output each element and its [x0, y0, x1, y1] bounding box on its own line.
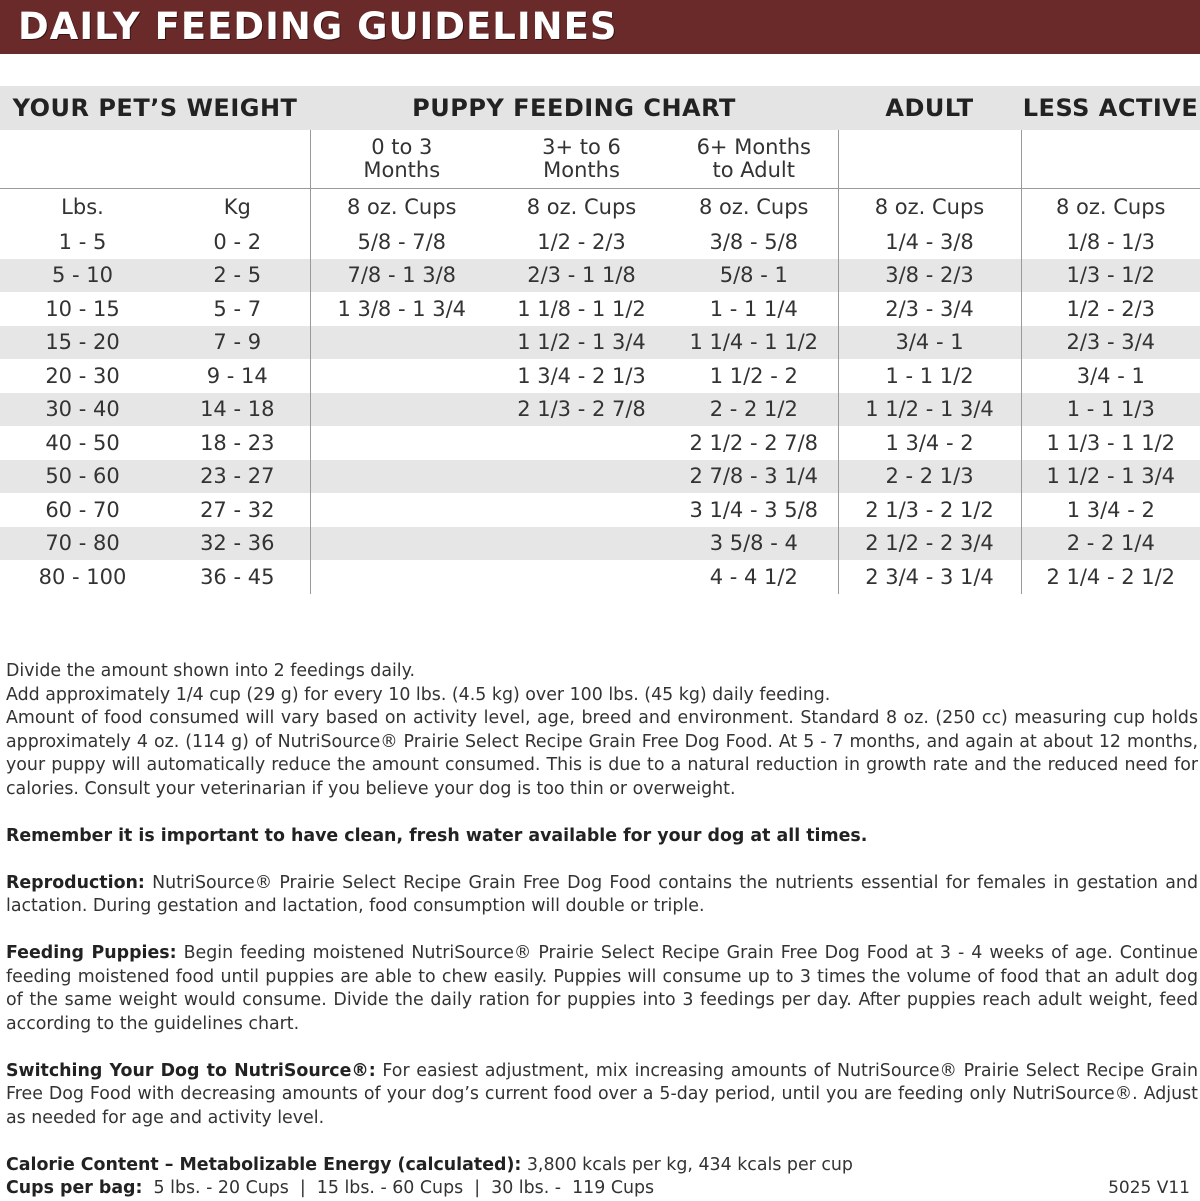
table-cell: 80 - 100 — [0, 560, 165, 594]
table-cell: 60 - 70 — [0, 493, 165, 527]
note-calorie: Calorie Content – Metabolizable Energy (calculated): 3,800 kcals per kg, 434 kcals per cup — [6, 1154, 853, 1175]
unit-header: 8 oz. Cups — [670, 189, 838, 226]
table-cell — [310, 493, 493, 527]
table-cell: 1/4 - 3/8 — [838, 225, 1021, 259]
table-cell — [310, 359, 493, 393]
table-cell — [493, 560, 670, 594]
table-cell: 1 3/4 - 2 — [838, 426, 1021, 460]
table-cell: 5/8 - 1 — [670, 259, 838, 293]
table-cell: 5 - 7 — [165, 292, 310, 326]
table-row — [0, 259, 1200, 293]
table-cell: 3/8 - 5/8 — [670, 225, 838, 259]
table-cell: 4 - 4 1/2 — [670, 560, 838, 594]
age-header-row — [0, 130, 1200, 189]
note-remember: Remember it is important to have clean, fresh water available for your dog at all times. — [6, 825, 868, 846]
page-title: DAILY FEEDING GUIDELINES — [18, 5, 618, 48]
table-cell: 23 - 27 — [165, 460, 310, 494]
table-cell: 3 1/4 - 3 5/8 — [670, 493, 838, 527]
table-cell — [493, 460, 670, 494]
table-cell: 70 - 80 — [0, 527, 165, 561]
table-cell: 5 - 10 — [0, 259, 165, 293]
table-cell: 40 - 50 — [0, 426, 165, 460]
table-cell — [310, 460, 493, 494]
feeding-notes — [6, 660, 1198, 1201]
table-cell — [493, 426, 670, 460]
note-feeding-puppies: Feeding Puppies: Begin feeding moistened NutriSource® Prairie Select Recipe Grain Free Dog Food at 3 - 4 weeks of age. Continue feeding moistened food until puppies are able to chew easily. Puppies will consume up to 3 times the volume of food that an adult dog of the same weight would consume. Divide the daily ration for puppies into 3 feedings per day. After puppies reach adult weight, feed according to the guidelines chart. — [6, 943, 1198, 1034]
product-code: 5025 V11 — [1108, 1178, 1190, 1198]
table-cell: 3/4 - 1 — [1021, 359, 1200, 393]
table-cell: 10 - 15 — [0, 292, 165, 326]
table-cell: 2 7/8 - 3 1/4 — [670, 460, 838, 494]
table-cell: 2/3 - 3/4 — [838, 292, 1021, 326]
table-cell: 2 1/2 - 2 7/8 — [670, 426, 838, 460]
table-row — [0, 460, 1200, 494]
table-cell: 14 - 18 — [165, 393, 310, 427]
note-switching: Switching Your Dog to NutriSource®: For easiest adjustment, mix increasing amounts of NutriSource® Prairie Select Recipe Grain Free Dog Food with decreasing amounts of your dog’s current food over a 5-day period, until you are feeding only NutriSource®. Adjust as needed for age and activity level. — [6, 1060, 1198, 1128]
table-cell: 15 - 20 — [0, 326, 165, 360]
note-add: Add approximately 1/4 cup (29 g) for every 10 lbs. (4.5 kg) over 100 lbs. (45 kg) daily feeding. — [6, 684, 831, 705]
table-cell: 0 - 2 — [165, 225, 310, 259]
table-cell: 1 1/2 - 1 3/4 — [493, 326, 670, 360]
table-cell: 1/2 - 2/3 — [493, 225, 670, 259]
table-cell: 9 - 14 — [165, 359, 310, 393]
table-cell: 2 1/4 - 2 1/2 — [1021, 560, 1200, 594]
table-cell: 3/4 - 1 — [838, 326, 1021, 360]
table-cell: 1/2 - 2/3 — [1021, 292, 1200, 326]
weight-group-header: YOUR PET’S WEIGHT — [0, 86, 310, 130]
puppy-group-header: PUPPY FEEDING CHART — [310, 86, 838, 130]
age-header-3-6: 3+ to 6 Months — [542, 135, 621, 182]
table-cell: 1 - 5 — [0, 225, 165, 259]
table-cell: 3 5/8 - 4 — [670, 527, 838, 561]
table-cell: 30 - 40 — [0, 393, 165, 427]
unit-header: 8 oz. Cups — [1021, 189, 1200, 226]
table-cell: 2 - 2 1/2 — [670, 393, 838, 427]
table-cell: 1/3 - 1/2 — [1021, 259, 1200, 293]
table-cell — [493, 493, 670, 527]
age-header-less-active-blank — [1021, 130, 1200, 189]
table-row — [0, 426, 1200, 460]
unit-header: Kg — [165, 189, 310, 226]
age-header-6-adult: 6+ Months to Adult — [696, 135, 811, 182]
table-cell: 2 3/4 - 3 1/4 — [838, 560, 1021, 594]
table-cell — [493, 527, 670, 561]
table-cell: 1 1/2 - 2 — [670, 359, 838, 393]
table-row — [0, 493, 1200, 527]
feeding-table — [0, 86, 1200, 594]
table-cell: 27 - 32 — [165, 493, 310, 527]
table-cell: 36 - 45 — [165, 560, 310, 594]
table-cell: 7/8 - 1 3/8 — [310, 259, 493, 293]
table-row — [0, 393, 1200, 427]
table-cell: 2 1/3 - 2 1/2 — [838, 493, 1021, 527]
table-cell: 7 - 9 — [165, 326, 310, 360]
table-row — [0, 326, 1200, 360]
table-cell: 2 1/3 - 2 7/8 — [493, 393, 670, 427]
unit-header-row — [0, 189, 1200, 226]
table-row — [0, 359, 1200, 393]
note-reproduction: Reproduction: NutriSource® Prairie Select Recipe Grain Free Dog Food contains the nutrients essential for females in gestation and lactation. During gestation and lactation, food consumption will double or triple. — [6, 872, 1198, 916]
table-cell: 1 - 1 1/4 — [670, 292, 838, 326]
table-cell: 1 1/3 - 1 1/2 — [1021, 426, 1200, 460]
table-row — [0, 527, 1200, 561]
table-cell: 1/8 - 1/3 — [1021, 225, 1200, 259]
unit-header: 8 oz. Cups — [310, 189, 493, 226]
age-header-adult-blank — [838, 130, 1021, 189]
note-cups-per-bag: Cups per bag: 5 lbs. - 20 Cups | 15 lbs. - 60 Cups | 30 lbs. - 119 Cups — [6, 1178, 655, 1198]
table-cell: 20 - 30 — [0, 359, 165, 393]
table-cell: 1 3/8 - 1 3/4 — [310, 292, 493, 326]
table-cell: 1 1/2 - 1 3/4 — [1021, 460, 1200, 494]
table-cell — [310, 393, 493, 427]
unit-header: 8 oz. Cups — [838, 189, 1021, 226]
table-cell — [310, 426, 493, 460]
table-cell: 1 3/4 - 2 1/3 — [493, 359, 670, 393]
table-cell: 1 1/4 - 1 1/2 — [670, 326, 838, 360]
feeding-rows — [0, 225, 1200, 594]
age-header-blank — [0, 130, 310, 189]
table-row — [0, 292, 1200, 326]
table-cell: 2/3 - 3/4 — [1021, 326, 1200, 360]
unit-header: 8 oz. Cups — [493, 189, 670, 226]
table-cell: 2/3 - 1 1/8 — [493, 259, 670, 293]
title-banner — [0, 0, 1200, 54]
table-cell: 32 - 36 — [165, 527, 310, 561]
table-row — [0, 225, 1200, 259]
note-divide: Divide the amount shown into 2 feedings daily. — [6, 661, 415, 681]
table-cell: 1 - 1 1/3 — [1021, 393, 1200, 427]
table-cell: 2 - 5 — [165, 259, 310, 293]
table-cell — [310, 560, 493, 594]
table-cell: 3/8 - 2/3 — [838, 259, 1021, 293]
unit-header: Lbs. — [0, 189, 165, 226]
table-cell: 5/8 - 7/8 — [310, 225, 493, 259]
table-cell: 2 - 2 1/3 — [838, 460, 1021, 494]
table-cell: 2 - 2 1/4 — [1021, 527, 1200, 561]
group-header-row — [0, 86, 1200, 130]
table-cell — [310, 326, 493, 360]
table-row — [0, 560, 1200, 594]
table-cell — [310, 527, 493, 561]
table-cell: 50 - 60 — [0, 460, 165, 494]
table-cell: 1 3/4 - 2 — [1021, 493, 1200, 527]
note-amount: Amount of food consumed will vary based on activity level, age, breed and environment. Standard 8 oz. (250 cc) measuring cup holds approximately 4 oz. (114 g) of NutriSource® Prairie Select Recipe Grain Free Dog Food. At 5 - 7 months, and again at about 12 months, your puppy will automatically reduce the amount consumed. This is due to a natural reduction in growth rate and the reduced need for calories. Consult your veterinarian if you believe your dog is too thin or overweight. — [6, 708, 1198, 799]
table-cell: 1 1/2 - 1 3/4 — [838, 393, 1021, 427]
table-cell: 1 1/8 - 1 1/2 — [493, 292, 670, 326]
less-active-group-header: LESS ACTIVE — [1021, 86, 1200, 130]
table-cell: 18 - 23 — [165, 426, 310, 460]
table-cell: 2 1/2 - 2 3/4 — [838, 527, 1021, 561]
age-header-0-3: 0 to 3 Months — [310, 130, 493, 189]
table-cell: 1 - 1 1/2 — [838, 359, 1021, 393]
adult-group-header: ADULT — [838, 86, 1021, 130]
